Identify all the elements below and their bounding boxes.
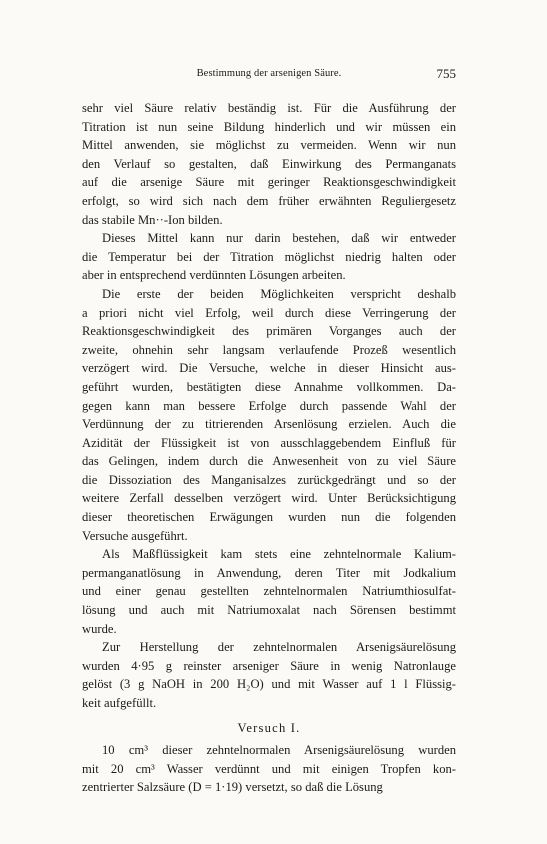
text-line: Azidität der Flüssigkeit ist von ausschlaggebendem Einfluß für (82, 435, 456, 450)
text-line: mit 20 cm³ Wasser verdünnt und mit einigen Tropfen kon- (82, 761, 456, 776)
text-line: sehr viel Säure relativ beständig ist. Für die Ausführung der (82, 101, 456, 115)
section-heading: Versuch I. (237, 720, 301, 735)
text-line: geführt wurden, bestätigten diese Annahme vollkommen. Da- (82, 379, 456, 394)
text-line: Verdünnung der zu titrierenden Arsenlösung erzielen. Auch die (82, 417, 456, 432)
text-line: Zur Herstellung der zehntelnormalen Arsenigsäurelösung (102, 640, 456, 655)
text-line: gegen kann man bessere Erfolge durch passende Wahl der (82, 398, 456, 413)
paragraph (82, 99, 456, 229)
text-line: aber in entsprechend verdünnten Lösungen arbeiten. (82, 268, 346, 283)
paragraph (82, 545, 456, 638)
text-line: erfolgt, so wird sich nach dem früher erwähnten Reguliergesetz (82, 193, 456, 208)
text-line: wurde. (82, 621, 117, 636)
paragraph (82, 285, 456, 545)
text-line: Titration ist nun seine Bildung hinderlich und wir müssen ein (82, 119, 456, 134)
text-line: die Dissoziation des Manganisalzes zurückgedrängt und so der (82, 472, 456, 487)
text-line: a priori nicht viel Erfolg, weil durch diese Verringerung der (82, 305, 456, 320)
text-line: permanganatlösung in Anwendung, deren Titer mit Jodkalium (82, 565, 456, 580)
text-line: Reaktionsgeschwindigkeit des primären Vorganges auch der (82, 324, 456, 339)
text-line: dieser theoretischen Erwägungen wurden nun die folgenden (82, 510, 456, 525)
text-line: Mittel anwenden, sie möglichst zu vermeiden. Wenn wir nun (82, 138, 456, 153)
text-line: Als Maßflüssigkeit kam stets eine zehntelnormale Kalium- (102, 547, 456, 562)
text-line: zweite, ohnehin sehr langsam verlaufende Prozeß wesentlich (82, 342, 456, 357)
text-line: gelöst (3 g NaOH in 200 H₂O) und mit Wasser auf 1 l Flüssig- (82, 677, 456, 692)
running-title: Bestimmung der arsenigen Säure. (196, 68, 342, 79)
body-text (82, 99, 456, 797)
page-number: 755 (436, 66, 456, 81)
text-line: und einer genau gestellten zehntelnormalen Natriumthiosulfat- (82, 584, 456, 599)
text-line: wurden 4·95 g reinster arseniger Säure in wenig Natronlauge (82, 658, 456, 673)
text-line: auf die arsenige Säure mit geringer Reaktionsgeschwindigkeit (82, 175, 456, 190)
text-line: lösung und auch mit Natriumoxalat nach Sörensen bestimmt (82, 603, 456, 618)
text-line: keit aufgefüllt. (82, 696, 157, 710)
text-line: weitere Zerfall desselben verzögert wird. Unter Berücksichtigung (82, 491, 456, 506)
text-line: verzögert wird. Die Versuche, welche in dieser Hinsicht aus- (82, 361, 456, 376)
paragraph (82, 741, 456, 797)
paragraph (82, 638, 456, 712)
text-line: die Temperatur bei der Titration möglichst niedrig halten oder (82, 249, 456, 264)
running-head (82, 66, 456, 84)
text-line: 10 cm³ dieser zehntelnormalen Arsenigsäurelösung wurden (102, 743, 456, 758)
paragraph (82, 229, 456, 285)
text-line: Versuche ausgeführt. (82, 528, 188, 543)
text-line: zentrierter Salzsäure (D = 1·19) versetzt, so daß die Lösung (82, 780, 383, 795)
text-line: Die erste der beiden Möglichkeiten verspricht deshalb (102, 286, 456, 301)
text-line: den Verlauf so gestalten, daß Einwirkung des Permanganats (82, 156, 456, 171)
text-line: das Gelingen, indem durch die Anwesenheit von zu viel Säure (82, 454, 456, 469)
text-line: Dieses Mittel kann nur darin bestehen, daß wir entweder (102, 231, 456, 246)
text-line: das stabile Mn··-Ion bilden. (82, 212, 223, 227)
